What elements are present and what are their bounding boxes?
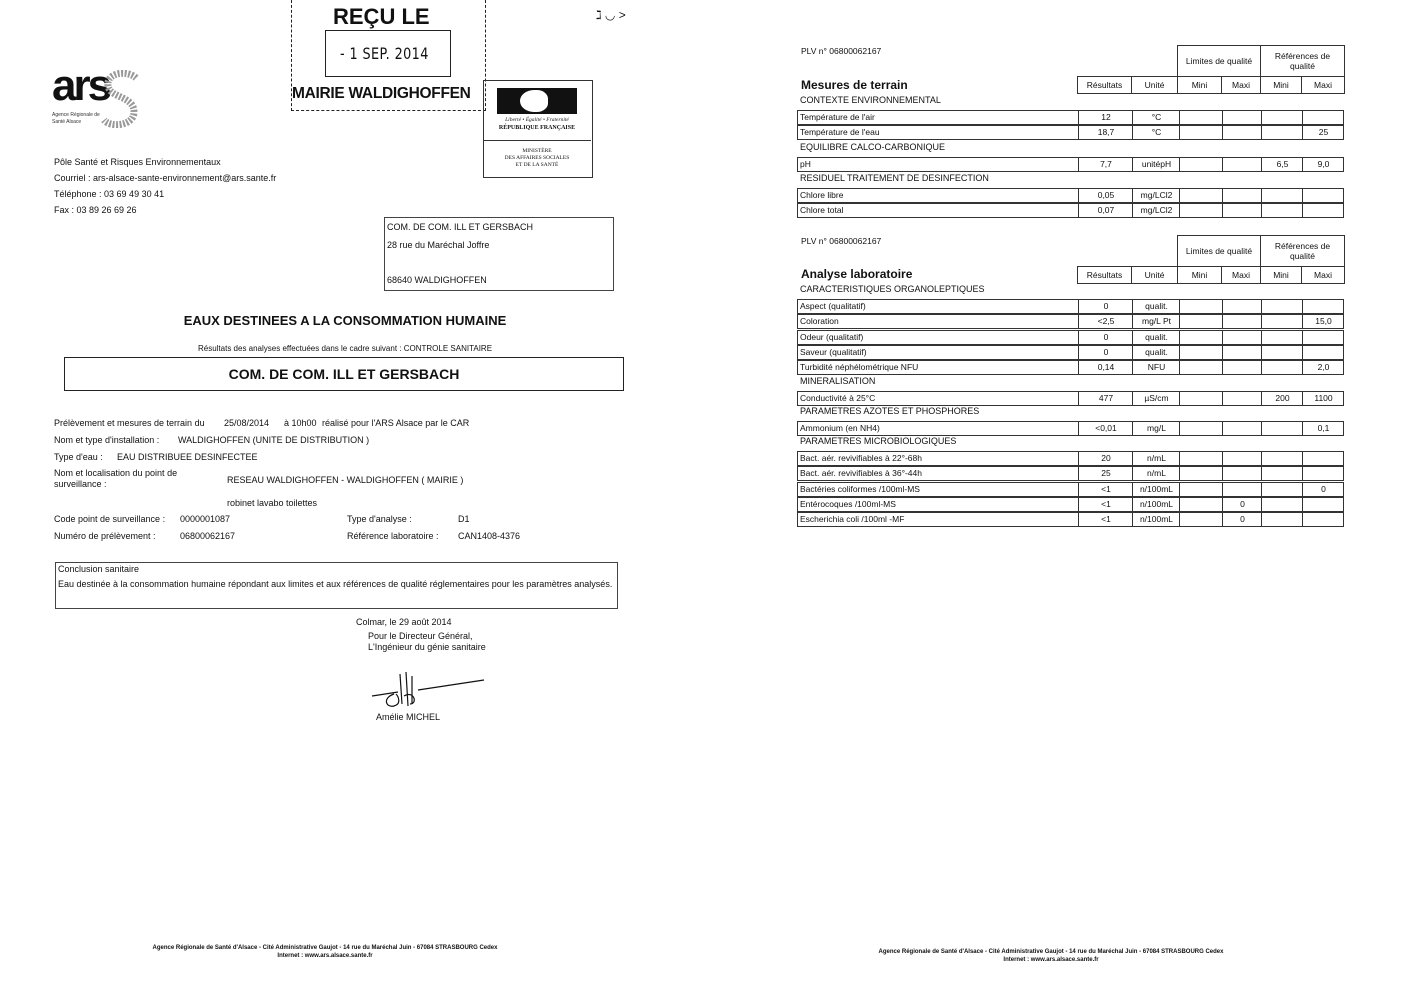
ars-logo: ars: [52, 61, 110, 110]
footer-website[interactable]: Internet : www.ars.alsace.sante.fr: [1003, 957, 1099, 963]
header-resultats: Résultats: [1077, 266, 1132, 284]
cell-ref-mini: [1261, 111, 1303, 124]
cell-unit: qualit.: [1132, 346, 1180, 359]
signature-line-2: L'Ingénieur du génie sanitaire: [368, 642, 486, 652]
stamp-mairie: MAIRIE WALDIGHOFFEN: [292, 85, 471, 102]
cell-result: 18,7: [1078, 126, 1133, 139]
marianne-profile-icon: [520, 90, 548, 112]
parameter-label: pH: [800, 158, 811, 169]
cell-result: 0,07: [1078, 204, 1133, 217]
cell-unit: mg/LCl2: [1132, 189, 1180, 202]
header-ref-maxi: Maxi: [1301, 76, 1345, 94]
point-label-1: Nom et localisation du point de: [54, 468, 178, 478]
type-eau-label: Type d'eau :: [54, 452, 103, 462]
cell-unit: n/mL: [1132, 467, 1180, 480]
cell-ref-maxi: [1302, 204, 1344, 217]
cell-unit: qualit.: [1132, 331, 1180, 344]
cell-ref-maxi: [1302, 189, 1344, 202]
cell-ref-mini: [1261, 483, 1303, 496]
point-value: RESEAU WALDIGHOFFEN - WALDIGHOFFEN ( MAIRIE ): [227, 475, 464, 485]
cell-ref-maxi: [1302, 111, 1344, 124]
cell-lim-maxi: [1222, 204, 1262, 217]
cell-lim-mini: [1179, 467, 1223, 480]
installation-value: WALDIGHOFFEN (UNITE DE DISTRIBUTION ): [178, 435, 370, 445]
cell-result: <1: [1078, 498, 1133, 511]
cell-lim-maxi: [1222, 392, 1262, 405]
left-footer: [100, 944, 550, 960]
cell-lim-maxi: [1222, 158, 1262, 171]
header-limites: Limites de qualité: [1177, 45, 1261, 77]
cell-result: 25: [1078, 467, 1133, 480]
cell-unit: mg/L Pt: [1132, 315, 1180, 328]
prelevement-time: à 10h00: [284, 418, 317, 428]
table-row: [797, 314, 1344, 329]
table-row: [797, 512, 1344, 527]
cell-result: <0,01: [1078, 422, 1133, 435]
cell-ref-maxi: 2,0: [1302, 361, 1344, 374]
category-heading: EQUILIBRE CALCO-CARBONIQUE: [800, 141, 946, 152]
prelevement-by: réalisé pour l'ARS Alsace par le CAR: [322, 418, 470, 428]
cell-lim-maxi: [1222, 361, 1262, 374]
cell-ref-maxi: [1302, 300, 1344, 313]
parameter-label: Odeur (qualitatif): [800, 331, 864, 342]
cell-unit: n/100mL: [1132, 483, 1180, 496]
stamp-title: REÇU LE: [333, 4, 430, 29]
numero-value: 06800062167: [180, 531, 236, 541]
cell-unit: n/100mL: [1132, 498, 1180, 511]
ref-labo-value: CAN1408-4376: [458, 531, 521, 541]
cell-ref-maxi: 25: [1302, 126, 1344, 139]
header-ref-maxi: Maxi: [1301, 266, 1345, 284]
header-limites: Limites de qualité: [1177, 235, 1261, 267]
cell-result: 477: [1078, 392, 1133, 405]
conclusion-title: Conclusion sanitaire: [58, 564, 140, 574]
cell-result: <1: [1078, 483, 1133, 496]
right-footer: [826, 948, 1276, 964]
cell-ref-maxi: [1302, 498, 1344, 511]
cell-ref-mini: [1261, 467, 1303, 480]
parameter-label: Température de l'air: [800, 112, 875, 122]
footer-website[interactable]: Internet : www.ars.alsace.sante.fr: [277, 953, 373, 959]
table-row: [797, 482, 1344, 497]
cell-lim-maxi: [1222, 452, 1262, 465]
cell-ref-mini: [1261, 331, 1303, 344]
cell-lim-mini: [1179, 111, 1223, 124]
handwritten-mark: ℷ ◡ >: [596, 8, 626, 22]
labo-plv-number: PLV n° 06800062167: [801, 236, 882, 246]
footer-address: Agence Régionale de Santé d'Alsace - Cité Administrative Gaujot - 14 rue du Maréchal Juin - 67084 STRASBOURG Cedex: [152, 945, 498, 951]
table-row: [797, 188, 1344, 203]
cell-lim-maxi: [1222, 126, 1262, 139]
cell-result: <2,5: [1078, 315, 1133, 328]
contact-fax: Fax : 03 89 26 69 26: [54, 205, 137, 215]
table-row: [797, 391, 1344, 406]
parameter-label: Température de l'eau: [800, 127, 880, 138]
signature-line-1: Pour le Directeur Général,: [368, 631, 473, 641]
cell-ref-maxi: 9,0: [1302, 158, 1344, 171]
stamp-date: - 1 SEP. 2014: [340, 44, 429, 63]
type-analyse-value: D1: [458, 514, 470, 524]
header-lim-maxi: Maxi: [1221, 76, 1261, 94]
cell-ref-mini: [1261, 204, 1303, 217]
ars-logo-subtitle: Agence Régionale de Santé Alsace: [52, 112, 100, 125]
header-references: Références de qualité: [1260, 45, 1345, 77]
point-label-2: surveillance :: [54, 479, 107, 489]
cell-lim-maxi: [1222, 189, 1262, 202]
prelevement-date: 25/08/2014: [224, 418, 270, 428]
cell-result: 0: [1078, 331, 1133, 344]
parameter-label: Conductivité à 25°C: [800, 392, 876, 403]
cell-unit: °C: [1132, 111, 1180, 124]
address-line-3: 68640 WALDIGHOFFEN: [387, 275, 487, 285]
address-line-2: 28 rue du Maréchal Joffre: [387, 240, 490, 250]
cell-lim-mini: [1179, 513, 1223, 526]
table-row: [797, 203, 1344, 218]
cell-ref-maxi: [1302, 452, 1344, 465]
cell-lim-mini: [1179, 204, 1223, 217]
type-analyse-label: Type d'analyse :: [347, 514, 412, 524]
cell-lim-mini: [1179, 498, 1223, 511]
rf-ministry-line: DES AFFAIRES SOCIALES: [504, 155, 570, 161]
cell-ref-mini: [1261, 498, 1303, 511]
code-label: Code point de surveillance :: [54, 514, 166, 524]
rf-divider: [483, 140, 591, 141]
installation-label: Nom et type d'installation :: [54, 435, 160, 445]
category-heading: RESIDUEL TRAITEMENT DE DESINFECTION: [800, 172, 989, 183]
cell-ref-maxi: [1302, 331, 1344, 344]
cell-result: 12: [1078, 111, 1133, 124]
header-unite: Unité: [1131, 266, 1178, 284]
type-eau-value: EAU DISTRIBUEE DESINFECTEE: [117, 452, 258, 462]
cell-ref-mini: [1261, 361, 1303, 374]
cell-unit: µS/cm: [1132, 392, 1180, 405]
cell-ref-maxi: 0,1: [1302, 422, 1344, 435]
address-line-1: COM. DE COM. ILL ET GERSBACH: [387, 222, 534, 232]
terrain-title: Mesures de terrain: [801, 78, 908, 92]
contact-email[interactable]: Courriel : ars-alsace-sante-environnement@ars.sante.fr: [54, 173, 277, 183]
handwritten-signature: [368, 668, 488, 714]
cell-unit: unitépH: [1132, 158, 1180, 171]
cell-unit: NFU: [1132, 361, 1180, 374]
cell-lim-mini: [1179, 483, 1223, 496]
header-references: Références de qualité: [1260, 235, 1345, 267]
cell-ref-mini: [1261, 452, 1303, 465]
cell-ref-mini: [1261, 126, 1303, 139]
parameter-label: Chlore total: [800, 205, 844, 216]
labo-title: Analyse laboratoire: [801, 267, 913, 281]
cell-ref-maxi: 15,0: [1302, 315, 1344, 328]
parameter-label: Entérocoques /100ml-MS: [800, 499, 896, 509]
rf-ministry: [487, 148, 587, 169]
cell-ref-mini: [1261, 513, 1303, 526]
cell-ref-maxi: 1100: [1302, 392, 1344, 405]
cell-lim-maxi: 0: [1222, 513, 1262, 526]
cell-lim-mini: [1179, 452, 1223, 465]
parameter-label: Saveur (qualitatif): [800, 346, 867, 357]
cell-unit: mg/LCl2: [1132, 204, 1180, 217]
parameter-label: Coloration: [800, 316, 839, 327]
cell-lim-mini: [1179, 300, 1223, 313]
table-row: [797, 157, 1344, 172]
cell-lim-mini: [1179, 158, 1223, 171]
contact-pole: Pôle Santé et Risques Environnementaux: [54, 157, 221, 167]
rf-ministry-line: MINISTÈRE: [522, 148, 552, 154]
cell-result: 0: [1078, 300, 1133, 313]
rf-motto: Liberté • Égalité • Fraternité: [505, 117, 569, 123]
cell-ref-mini: [1261, 300, 1303, 313]
cell-unit: n/100mL: [1132, 513, 1180, 526]
cell-lim-mini: [1179, 346, 1223, 359]
table-row: [797, 466, 1344, 481]
document-subtitle: Résultats des analyses effectuées dans le cadre suivant : CONTROLE SANITAIRE: [197, 344, 493, 353]
category-heading: PARAMETRES AZOTES ET PHOSPHORES: [800, 405, 980, 416]
document-title: EAUX DESTINEES A LA CONSOMMATION HUMAINE: [183, 313, 507, 328]
cell-ref-maxi: 0: [1302, 483, 1344, 496]
parameter-label: Bactéries coliformes /100ml-MS: [800, 483, 920, 494]
cell-ref-mini: [1261, 346, 1303, 359]
parameter-label: Bact. aér. revivifiables à 22°-68h: [800, 453, 922, 464]
footer-address: Agence Régionale de Santé d'Alsace - Cité Administrative Gaujot - 14 rue du Maréchal Juin - 67084 STRASBOURG Cedex: [878, 949, 1224, 955]
table-row: [797, 421, 1344, 436]
category-heading: PARAMETRES MICROBIOLOGIQUES: [800, 436, 957, 447]
header-lim-mini: Mini: [1177, 266, 1222, 284]
cell-ref-mini: [1261, 422, 1303, 435]
category-heading: CONTEXTE ENVIRONNEMENTAL: [800, 95, 941, 105]
cell-lim-maxi: 0: [1222, 498, 1262, 511]
cell-unit: °C: [1132, 126, 1180, 139]
cell-result: 0,14: [1078, 361, 1133, 374]
cell-result: 20: [1078, 452, 1133, 465]
category-heading: MINERALISATION: [800, 375, 876, 386]
cell-ref-mini: 6,5: [1261, 158, 1303, 171]
cell-ref-mini: [1261, 189, 1303, 202]
prelevement-label: Prélèvement et mesures de terrain du: [54, 418, 205, 428]
cell-result: <1: [1078, 513, 1133, 526]
cell-ref-maxi: [1302, 513, 1344, 526]
signature-place-date: Colmar, le 29 août 2014: [356, 617, 452, 627]
cell-lim-mini: [1179, 189, 1223, 202]
cell-lim-maxi: [1222, 422, 1262, 435]
conclusion-text: Eau destinée à la consommation humaine répondant aux limites et aux références de qualité réglementaires pour les paramètres analysés.: [58, 579, 613, 589]
table-row: [797, 451, 1344, 466]
cell-result: 0,05: [1078, 189, 1133, 202]
header-ref-mini: Mini: [1260, 76, 1302, 94]
cell-lim-maxi: [1222, 331, 1262, 344]
signatory-name: Amélie MICHEL: [376, 712, 441, 722]
cell-unit: qualit.: [1132, 300, 1180, 313]
table-row: [797, 125, 1344, 140]
cell-unit: n/mL: [1132, 452, 1180, 465]
header-ref-mini: Mini: [1260, 266, 1302, 284]
cell-lim-maxi: [1222, 315, 1262, 328]
table-row: [797, 110, 1344, 125]
header-lim-mini: Mini: [1177, 76, 1222, 94]
cell-lim-mini: [1179, 126, 1223, 139]
cell-lim-maxi: [1222, 483, 1262, 496]
cell-ref-maxi: [1302, 346, 1344, 359]
cell-ref-mini: [1261, 315, 1303, 328]
cell-lim-mini: [1179, 392, 1223, 405]
terrain-plv-number: PLV n° 06800062167: [801, 46, 882, 56]
header-resultats: Résultats: [1077, 76, 1132, 94]
cell-lim-maxi: [1222, 300, 1262, 313]
table-row: [797, 345, 1344, 360]
rf-republic: RÉPUBLIQUE FRANÇAISE: [498, 125, 576, 131]
parameter-label: Turbidité néphélométrique NFU: [800, 362, 919, 373]
parameter-label: Aspect (qualitatif): [800, 301, 866, 311]
cell-lim-mini: [1179, 331, 1223, 344]
parameter-label: Ammonium (en NH4): [800, 422, 880, 433]
code-value: 0000001087: [180, 514, 231, 524]
category-heading: CARACTERISTIQUES ORGANOLEPTIQUES: [800, 284, 985, 294]
cell-unit: mg/L: [1132, 422, 1180, 435]
cell-lim-mini: [1179, 422, 1223, 435]
header-lim-maxi: Maxi: [1221, 266, 1261, 284]
cell-lim-mini: [1179, 315, 1223, 328]
header-unite: Unité: [1131, 76, 1178, 94]
cell-lim-maxi: [1222, 346, 1262, 359]
table-row: [797, 360, 1344, 375]
cell-ref-maxi: [1302, 467, 1344, 480]
rf-ministry-line: ET DE LA SANTÉ: [515, 162, 559, 168]
cell-lim-mini: [1179, 361, 1223, 374]
contact-phone: Téléphone : 03 69 49 30 41: [54, 189, 165, 199]
ref-labo-label: Référence laboratoire :: [347, 531, 439, 541]
parameter-label: Chlore libre: [800, 189, 844, 200]
numero-label: Numéro de prélèvement :: [54, 531, 156, 541]
parameter-label: Escherichia coli /100ml -MF: [800, 514, 905, 525]
point-detail: robinet lavabo toilettes: [227, 498, 318, 508]
table-row: [797, 497, 1344, 512]
cell-lim-maxi: [1222, 467, 1262, 480]
parameter-label: Bact. aér. revivifiables à 36°-44h: [800, 468, 922, 479]
cell-ref-mini: 200: [1261, 392, 1303, 405]
entity-name: COM. DE COM. ILL ET GERSBACH: [228, 366, 460, 382]
cell-result: 0: [1078, 346, 1133, 359]
cell-lim-maxi: [1222, 111, 1262, 124]
table-row: [797, 330, 1344, 345]
cell-result: 7,7: [1078, 158, 1133, 171]
table-row: [797, 299, 1344, 314]
